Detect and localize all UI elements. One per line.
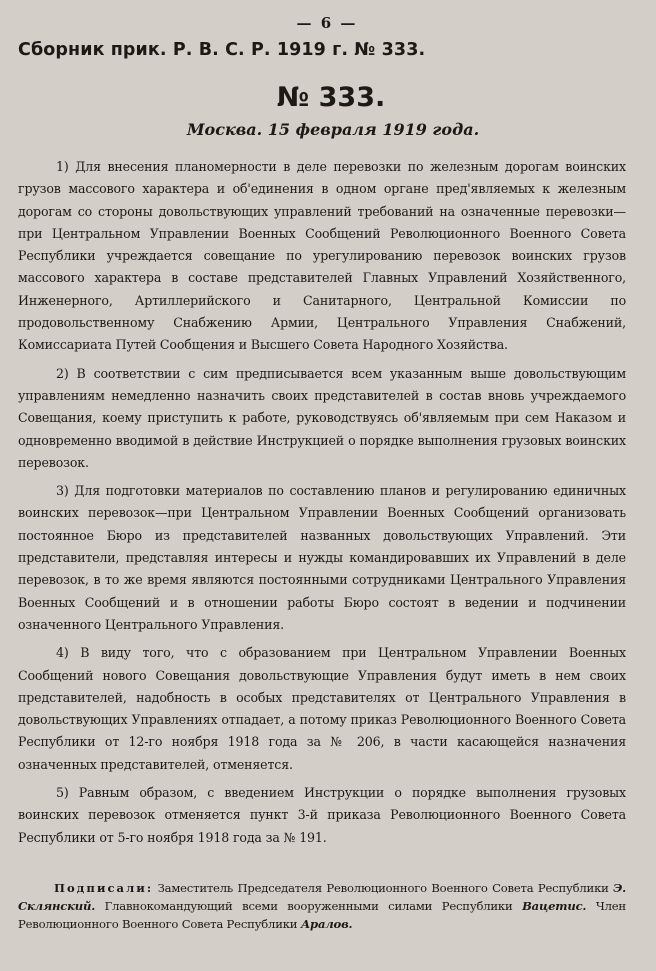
dateline: Москва. 15 февраля 1919 года. [186, 120, 480, 139]
signature-text-1: Заместитель Председателя Революционного Военного Совета Республики [157, 880, 609, 895]
paragraph-2: 2) В соответствии с сим предписывается всем указанным выше довольствующим управлениям немедленно назначить своих представителей в состав вновь учреждаемого Совещания, коему приступить к работе, руководствуясь об'являемым при сем Наказом и одновременно вводимой в действие Инструкцией о порядке выполнения грузовых воинских перевозок. [18, 365, 626, 470]
running-head: Сборник прик. Р. В. С. Р. 1919 г. № 333. [18, 40, 426, 60]
signature-label: Подписали: [54, 880, 154, 895]
order-number: № 333. [276, 82, 386, 113]
signature-text-2: Главнокомандующий всеми вооруженными силами Республики [104, 898, 513, 913]
signature-block [18, 879, 626, 933]
signature-name-3: Аралов. [300, 916, 353, 931]
page-number: — 6 — [296, 14, 358, 32]
paragraph-5: 5) Равным образом, с введением Инструкции о порядке выполнения грузовых воинских перевозок отменяется пункт 3-й приказа Революционного Военного Совета Республики от 5-го ноября 1918 года за № 191. [18, 785, 626, 845]
paragraph-3: 3) Для подготовки материалов по составлению планов и регулированию единичных воинских перевозок—при Центральном Управлении Военных Сообщений организовать постоянное Бюро из представителей названных довольствующих Управлений. Эти представители, представляя интересы и нужды командировавших их Управлений в деле перевозок, в то же время являются постоянными сотрудниками Центрального Управления Военных Сообщений и в отношении работы Бюро состоят в ведении и подчинении означенного Центрального Управления. [18, 483, 626, 632]
order-body [18, 156, 626, 849]
signature-name-1: Э. Склянский. [18, 880, 626, 913]
signature-name-2: Вацетис. [522, 898, 587, 913]
paragraph-1: 1) Для внесения планомерности в деле перевозки по железным дорогам воинских грузов массового характера и об'единения в одном органе пред'являемых к железным дорогам со стороны довольствующих управлений требований на означенные перевозки—при Центральном Управлении Военных Сообщений Революционного Военного Совета Республики учреждается совещание по урегулированию перевозок воинских грузов массового характера в составе представителей Главных Управлений Хозяйственного, Инженерного, Артиллерийского и Санитарного, Центральной Комиссии по продовольственному Снабжению Армии, Центрального Управления Снабжений, Комиссариата Путей Сообщения и Высшего Совета Народного Хозяйства. [18, 159, 626, 353]
signature-text-3: Член Революционного Военного Совета Республики [18, 898, 626, 931]
paragraph-4: 4) В виду того, что с образованием при Центральном Управлении Военных Сообщений нового Совещания довольствующие Управления будут иметь в нем своих представителей, надобность в особых представителях от Центрального Управления в довольствующих Управлениях отпадает, а потому приказ Революционного Военного Совета Республики от 12-го ноября 1918 года за № 206, в части касающейся назначения означенных представителей, отменяется. [18, 645, 626, 772]
